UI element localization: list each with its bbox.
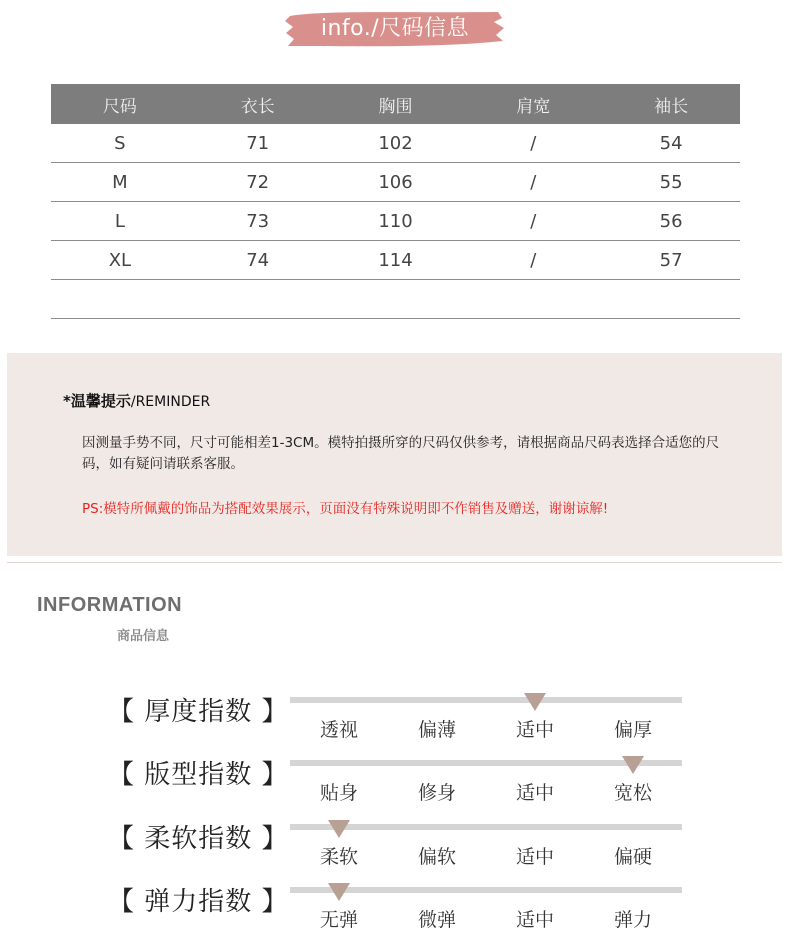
index-bar (290, 697, 682, 703)
header-chest: 胸围 (378, 96, 413, 117)
header-sleeve: 袖长 (654, 96, 689, 117)
table-cell: / (530, 210, 537, 232)
table-cell: 74 (246, 249, 270, 271)
index-options (290, 715, 682, 742)
index-options (290, 842, 682, 869)
index-option: 宽松 (613, 782, 652, 804)
reminder-ps: PS:模特所佩戴的饰品为搭配效果展示，页面没有特殊说明即不作销售及赠送，谢谢谅解! (82, 501, 609, 517)
header-size: 尺码 (102, 96, 137, 117)
index-option: 适中 (515, 782, 554, 804)
index-marker-icon (524, 693, 546, 711)
index-options (290, 778, 682, 805)
index-option: 偏硬 (613, 846, 652, 868)
table-row (51, 202, 740, 241)
table-cell: 55 (659, 171, 683, 193)
table-cell: L (114, 210, 125, 232)
table-cell: 114 (378, 249, 413, 271)
index-bar (290, 824, 682, 830)
index-label: 【 柔软指数 】 (108, 824, 289, 854)
information-subtitle: 商品信息 (117, 629, 170, 644)
index-bar (290, 887, 682, 893)
table-cell: 102 (378, 132, 413, 154)
table-cell: / (530, 132, 537, 154)
index-bar (290, 760, 682, 766)
index-option: 透视 (319, 719, 358, 741)
table-row (51, 241, 740, 280)
table-cell: 54 (659, 132, 683, 154)
index-option: 无弹 (319, 909, 358, 931)
information-title: INFORMATION (37, 594, 183, 616)
header-length: 衣长 (240, 96, 275, 117)
index-option: 偏薄 (417, 719, 456, 741)
reminder-body: 因测量手势不同，尺寸可能相差1-3CM。模特拍摄所穿的尺码仅供参考，请根据商品尺码表选择合适您的尺码，如有疑问请联系客服。 (82, 435, 720, 472)
header-shoulder: 肩宽 (516, 96, 551, 117)
table-cell: 110 (378, 210, 413, 232)
size-table-header (51, 84, 740, 124)
table-cell: 73 (246, 210, 270, 232)
index-marker-icon (328, 820, 350, 838)
index-option: 微弹 (417, 909, 456, 931)
table-cell: 106 (378, 171, 413, 193)
index-row-fit (0, 760, 790, 820)
index-marker-icon (328, 883, 350, 901)
index-row-thickness (0, 697, 790, 757)
size-table (51, 84, 740, 319)
table-cell: / (530, 171, 537, 193)
table-cell: M (112, 171, 128, 193)
index-option: 弹力 (613, 909, 652, 931)
reminder-title-cn: *温馨提示 (63, 392, 131, 410)
index-row-elasticity (0, 887, 790, 947)
table-cell: 57 (659, 249, 683, 271)
table-row-empty (51, 280, 740, 319)
index-option: 适中 (515, 909, 554, 931)
index-option: 偏软 (417, 846, 456, 868)
divider (7, 562, 782, 563)
title-banner (284, 8, 506, 50)
index-option: 柔软 (319, 846, 358, 868)
table-cell: 72 (246, 171, 270, 193)
reminder-title-en: /REMINDER (130, 394, 211, 410)
index-option: 贴身 (319, 782, 358, 804)
index-row-softness (0, 824, 790, 884)
table-cell: S (114, 132, 126, 154)
index-option: 偏厚 (613, 719, 652, 741)
table-cell: 71 (246, 132, 270, 154)
index-options (290, 905, 682, 932)
index-label: 【 弹力指数 】 (108, 887, 289, 917)
table-row (51, 163, 740, 202)
index-option: 修身 (417, 782, 456, 804)
page-title: info./尺码信息 (320, 16, 470, 41)
index-marker-icon (622, 756, 644, 774)
reminder-box (7, 353, 782, 556)
index-option: 适中 (515, 846, 554, 868)
table-cell: / (530, 249, 537, 271)
reminder-title (63, 390, 210, 411)
index-label: 【 厚度指数 】 (108, 697, 289, 727)
table-row (51, 124, 740, 163)
table-cell: 56 (659, 210, 683, 232)
table-cell: XL (108, 249, 132, 271)
index-label: 【 版型指数 】 (108, 760, 289, 790)
index-option: 适中 (515, 719, 554, 741)
